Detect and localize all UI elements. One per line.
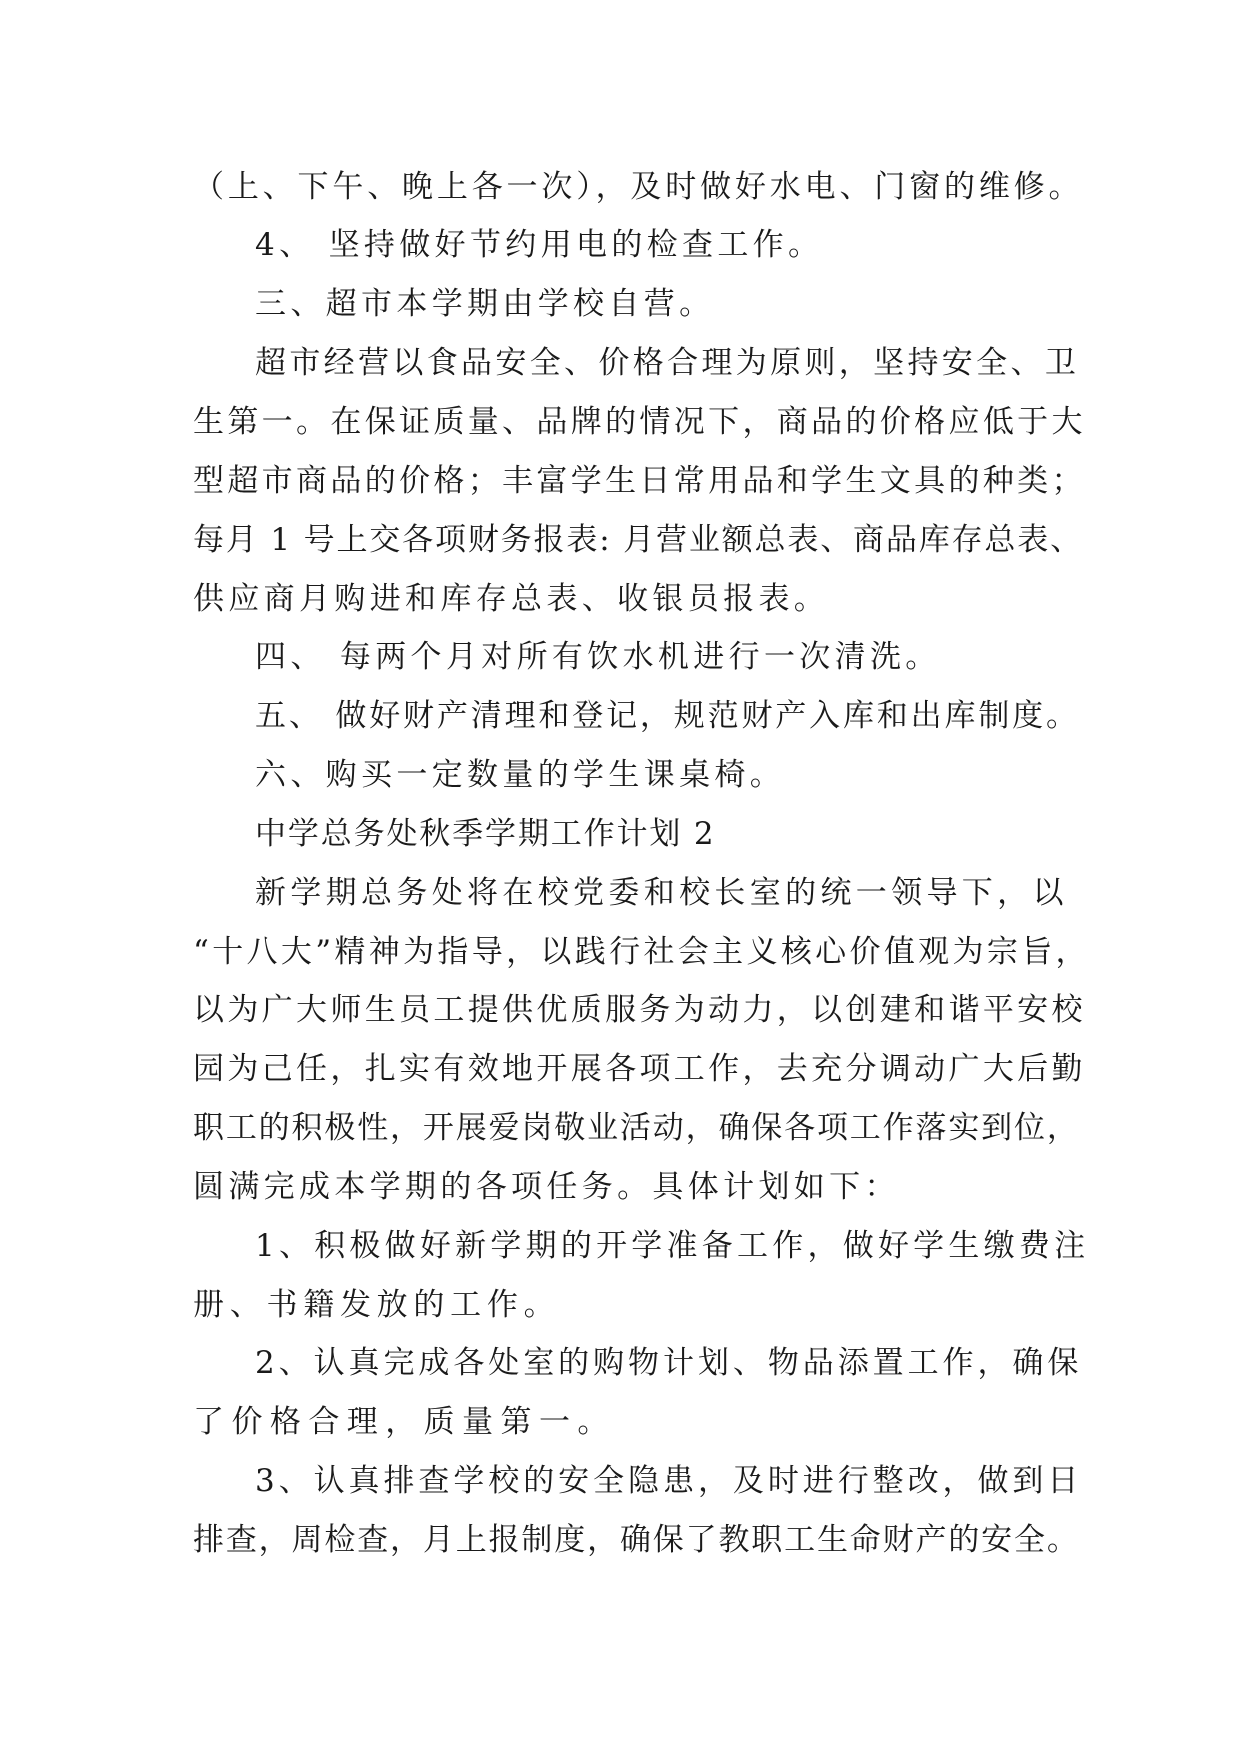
text-line-plan-3a: 3、认真排查学校的安全隐患，及时进行整改，做到日 (255, 1463, 1083, 1499)
text-line-supermarket-2: 生第一。在保证质量、品牌的情况下，商品的价格应低于大 (193, 404, 1086, 440)
text-line-section-5: 五、 做好财产清理和登记，规范财产入库和出库制度。 (255, 698, 1080, 734)
text-line-supermarket-3: 型超市商品的价格；丰富学生日常用品和学生文具的种类； (193, 463, 1086, 499)
text-line-intro-3: 以为广大师生员工提供优质服务为动力，以创建和谐平安校 (193, 992, 1086, 1028)
text-line-intro-5: 职工的积极性，开展爱岗敬业活动，确保各项工作落实到位， (193, 1110, 1080, 1146)
text-line-supermarket-4: 每月 1 号上交各项财务报表: 月营业额总表、商品库存总表、 (193, 522, 1083, 558)
text-line-plan-1a: 1、积极做好新学期的开学准备工作，做好学生缴费注 (255, 1228, 1090, 1264)
text-line-maintenance: （上、下午、晚上各一次），及时做好水电、门窗的维修。 (193, 169, 1084, 205)
text-line-intro-4: 园为己任，扎实有效地开展各项工作，去充分调动广大后勤 (193, 1051, 1086, 1087)
text-line-plan-2b: 了价格合理，质量第一。 (193, 1404, 616, 1440)
text-line-intro-6: 圆满完成本学期的各项任务。具体计划如下： (193, 1169, 900, 1205)
text-line-supermarket-5: 供应商月购进和库存总表、收银员报表。 (193, 581, 830, 617)
text-line-section-4: 四、 每两个月对所有饮水机进行一次清洗。 (255, 639, 941, 675)
text-line-plan-1b: 册、书籍发放的工作。 (193, 1287, 561, 1323)
text-line-section-6: 六、购买一定数量的学生课桌椅。 (255, 757, 786, 793)
section-heading: 中学总务处秋季学期工作计划 2 (255, 816, 716, 852)
text-line-intro-1: 新学期总务处将在校党委和校长室的统一领导下，以 (255, 875, 1068, 911)
text-line-plan-2a: 2、认真完成各处室的购物计划、物品添置工作，确保 (255, 1345, 1083, 1381)
text-line-supermarket-1: 超市经营以食品安全、价格合理为原则，坚持安全、卫 (255, 345, 1080, 381)
text-line-plan-3b: 排查，周检查，月上报制度，确保了教职工生命财产的安全。 (193, 1522, 1080, 1558)
text-line-item-4: 4、 坚持做好节约用电的检查工作。 (255, 227, 824, 263)
text-line-section-3: 三、超市本学期由学校自营。 (255, 286, 715, 322)
text-line-intro-2: “十八大”精神为指导，以践行社会主义核心价值观为宗旨， (193, 934, 1090, 970)
